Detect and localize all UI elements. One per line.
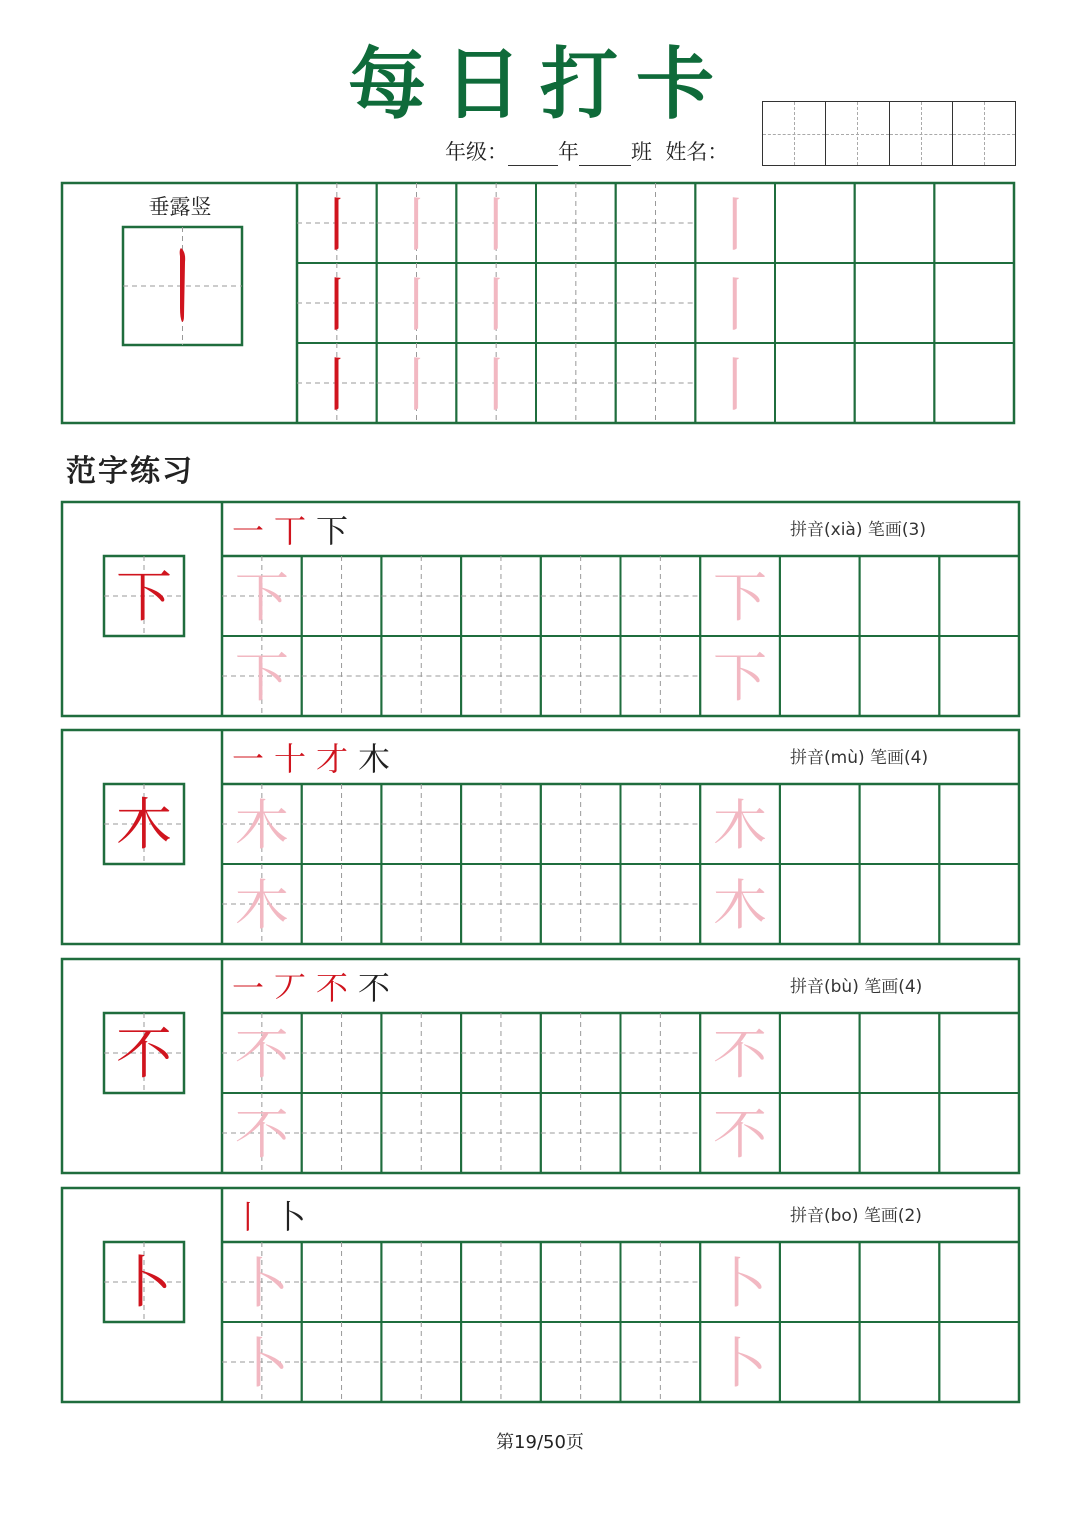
- writing-cell[interactable]: [780, 1093, 860, 1173]
- stroke-trace-glyph: 丨: [307, 271, 366, 339]
- trace-glyph: 下: [234, 646, 289, 709]
- stroke-grid[interactable]: [297, 183, 1014, 423]
- stroke-order-step: 卜: [274, 1198, 307, 1236]
- trace-glyph: 卜: [713, 1252, 768, 1315]
- stroke-trace-glyph: 丨: [467, 351, 526, 419]
- character-block-不: [62, 959, 1019, 1173]
- stroke-order-step: 丅: [274, 512, 307, 550]
- stroke-trace-glyph: 丨: [706, 191, 765, 259]
- stroke-name: 垂露竖: [148, 195, 212, 219]
- stroke-order-step: 丨: [232, 1198, 265, 1236]
- writing-cell[interactable]: [860, 1242, 940, 1322]
- stroke-trace-glyph: 丨: [387, 191, 446, 259]
- stroke-order-step: 十: [274, 740, 307, 778]
- trace-glyph: 卜: [713, 1332, 768, 1395]
- trace-glyph: 不: [713, 1023, 768, 1086]
- character-block-卜: [62, 1188, 1019, 1402]
- practice-cell[interactable]: [775, 183, 855, 263]
- trace-glyph: 下: [234, 566, 289, 629]
- writing-cell[interactable]: [780, 636, 860, 716]
- stroke-order-step: 才: [316, 740, 349, 778]
- writing-cell[interactable]: [860, 864, 940, 944]
- stroke-order-step: 一: [232, 969, 265, 1007]
- stroke-trace-glyph: 丨: [307, 351, 366, 419]
- stroke-trace-glyph: 丨: [467, 191, 526, 259]
- stroke-trace-glyph: 丨: [387, 271, 446, 339]
- trace-glyph: 不: [234, 1023, 289, 1086]
- stroke-order-step: 下: [316, 512, 349, 550]
- writing-cell[interactable]: [780, 556, 860, 636]
- section-title: 范字练习: [66, 454, 194, 489]
- name-label: 姓名：: [665, 140, 729, 164]
- stroke-trace-glyph: 丨: [307, 191, 366, 259]
- practice-cell[interactable]: [775, 343, 855, 423]
- trace-glyph: 不: [234, 1103, 289, 1166]
- stroke-order-step: 木: [358, 740, 391, 778]
- writing-cell[interactable]: [860, 1322, 940, 1402]
- character-block-木: [62, 730, 1019, 944]
- pinyin-stroke-count: 拼音(mù) 笔画(4): [790, 748, 929, 768]
- writing-cell[interactable]: [939, 636, 1019, 716]
- practice-cell[interactable]: [775, 263, 855, 343]
- writing-cell[interactable]: [860, 1013, 940, 1093]
- writing-cell[interactable]: [939, 1322, 1019, 1402]
- writing-cell[interactable]: [860, 556, 940, 636]
- trace-glyph: 木: [234, 794, 289, 857]
- trace-glyph: 木: [234, 874, 289, 937]
- writing-cell[interactable]: [780, 1242, 860, 1322]
- stroke-trace-glyph: 丨: [467, 271, 526, 339]
- writing-cell[interactable]: [780, 864, 860, 944]
- character-sample-glyph: 木: [116, 793, 172, 858]
- grade-label: 年级：: [445, 140, 508, 164]
- trace-glyph: 卜: [234, 1252, 289, 1315]
- trace-glyph: 不: [713, 1103, 768, 1166]
- stroke-trace-glyph: 丨: [387, 351, 446, 419]
- practice-cell[interactable]: [855, 183, 935, 263]
- stroke-practice-block: [62, 183, 1014, 423]
- stroke-trace-glyph: 丨: [706, 351, 765, 419]
- trace-glyph: 木: [713, 794, 768, 857]
- character-block-下: [62, 502, 1019, 716]
- trace-glyph: 卜: [234, 1332, 289, 1395]
- stroke-order-step: 丆: [274, 969, 307, 1007]
- practice-cell[interactable]: [934, 183, 1014, 263]
- pinyin-stroke-count: 拼音(bù) 笔画(4): [790, 977, 923, 997]
- stroke-sample-glyph: [180, 248, 186, 322]
- writing-cell[interactable]: [939, 864, 1019, 944]
- writing-cell[interactable]: [860, 636, 940, 716]
- year-label: 年: [558, 140, 579, 164]
- practice-cell[interactable]: [855, 343, 935, 423]
- practice-cell[interactable]: [855, 263, 935, 343]
- writing-cell[interactable]: [860, 784, 940, 864]
- character-blocks: [62, 502, 1019, 1402]
- stroke-order-step: 一: [232, 740, 265, 778]
- writing-cell[interactable]: [860, 1093, 940, 1173]
- stroke-order-step: 不: [316, 969, 349, 1007]
- pinyin-stroke-count: 拼音(xià) 笔画(3): [790, 520, 926, 540]
- writing-cell[interactable]: [780, 1322, 860, 1402]
- class-label: 班: [631, 140, 652, 164]
- writing-cell[interactable]: [780, 784, 860, 864]
- stroke-order-step: 不: [358, 969, 391, 1007]
- writing-cell[interactable]: [939, 1093, 1019, 1173]
- character-sample-glyph: 下: [116, 565, 172, 630]
- character-sample-glyph: 不: [116, 1022, 172, 1087]
- page-number: 第19/50页: [496, 1432, 584, 1453]
- trace-glyph: 下: [713, 646, 768, 709]
- writing-cell[interactable]: [939, 784, 1019, 864]
- character-sample-glyph: 卜: [116, 1251, 172, 1316]
- pinyin-stroke-count: 拼音(bo) 笔画(2): [790, 1206, 922, 1226]
- page-title: 每日打卡: [347, 39, 732, 130]
- practice-cell[interactable]: [934, 343, 1014, 423]
- writing-cell[interactable]: [780, 1013, 860, 1093]
- writing-cell[interactable]: [939, 556, 1019, 636]
- trace-glyph: 木: [713, 874, 768, 937]
- writing-cell[interactable]: [939, 1242, 1019, 1322]
- practice-cell[interactable]: [934, 263, 1014, 343]
- stroke-trace-glyph: 丨: [706, 271, 765, 339]
- writing-cell[interactable]: [939, 1013, 1019, 1093]
- stroke-order-step: 一: [232, 512, 265, 550]
- trace-glyph: 下: [713, 566, 768, 629]
